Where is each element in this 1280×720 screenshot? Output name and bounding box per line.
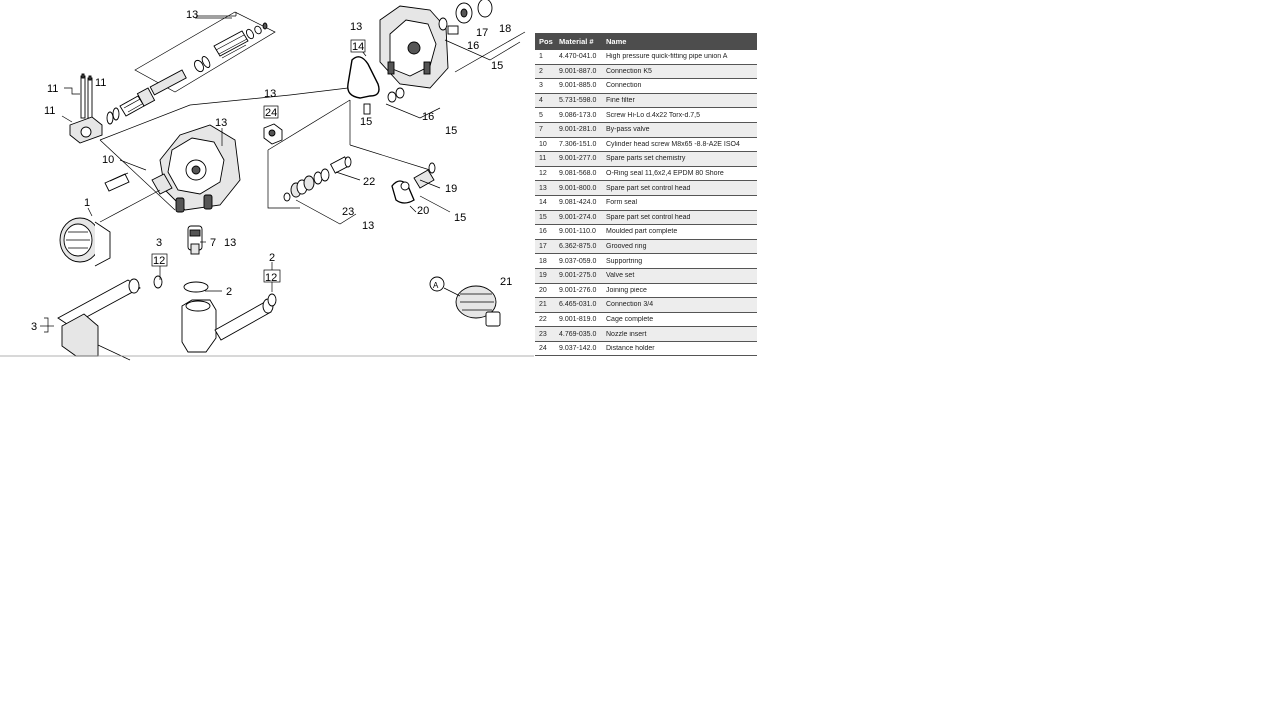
callout-label: 15 [491, 60, 504, 72]
table-row [535, 225, 757, 240]
cell-material: 9.086-173.0 [559, 111, 597, 119]
cell-material: 9.081-568.0 [559, 170, 597, 178]
callout-label: 2 [269, 252, 276, 264]
cell-name: Connection K5 [606, 67, 652, 75]
cell-material: 4.769-035.0 [559, 330, 597, 338]
screw-10 [105, 173, 129, 191]
callout-label: 15 [360, 116, 373, 128]
cell-material: 9.081-424.0 [559, 199, 597, 207]
table-header [535, 33, 757, 50]
cell-pos: 17 [539, 243, 547, 251]
cell-pos: 22 [539, 315, 547, 323]
table-row [535, 65, 757, 80]
callout-label: 19 [445, 183, 458, 195]
cell-material: 9.001-800.0 [559, 184, 597, 192]
table-row [535, 50, 757, 65]
callout-label: 12 [265, 272, 278, 284]
cell-name: Form seal [606, 199, 638, 207]
table-row [535, 138, 757, 153]
cell-name: By-pass valve [606, 126, 650, 134]
cell-pos: 15 [539, 213, 547, 221]
callout-label: 11 [95, 77, 107, 89]
cell-pos: 16 [539, 228, 547, 236]
cell-name: Valve set [606, 272, 635, 280]
cell-material: 5.731-598.0 [559, 97, 597, 105]
callout-label: 17 [476, 27, 489, 39]
table-row [535, 123, 757, 138]
table-row [535, 167, 757, 182]
header-pos: Pos [539, 37, 553, 46]
cell-name: O-Ring seal 11,6x2,4 EPDM 80 Shore [606, 170, 724, 178]
cell-material: 6.465-031.0 [559, 301, 597, 309]
cell-pos: 23 [539, 330, 547, 338]
cell-pos: 21 [539, 301, 547, 309]
rod-assembly-13 [135, 12, 275, 95]
form-seal-14 [348, 57, 379, 114]
table-row [535, 108, 757, 123]
cell-pos: 18 [539, 257, 547, 265]
cell-pos: 3 [539, 82, 543, 90]
callout-label: 12 [153, 255, 166, 267]
chemistry-valve-11 [70, 74, 155, 143]
cell-material: 9.037-059.0 [559, 257, 597, 265]
connection-3 [58, 276, 162, 360]
header-material: Material # [559, 37, 594, 46]
cage-complete-22 [331, 157, 360, 180]
cell-material: 9.037-142.0 [559, 345, 597, 353]
cell-name: High pressure quick-fitting pipe union A [606, 53, 728, 61]
cell-pos: 24 [539, 345, 547, 353]
control-head-upper [380, 6, 525, 88]
cell-pos: 19 [539, 272, 547, 280]
table-body [535, 50, 757, 356]
table-row [535, 254, 757, 269]
cell-name: Joining piece [606, 286, 647, 294]
callout-label: 23 [342, 206, 355, 218]
cell-material: 9.001-274.0 [559, 213, 597, 221]
callout-label: 10 [102, 154, 115, 166]
callout-label: 7 [210, 237, 217, 249]
cell-pos: 2 [539, 67, 543, 75]
table-row [535, 298, 757, 313]
cell-name: Fine filter [606, 97, 635, 105]
table-row [535, 152, 757, 167]
callout-label: 1 [84, 197, 91, 209]
cell-material: 9.001-281.0 [559, 126, 597, 134]
callout-label: 14 [352, 41, 365, 53]
cell-name: Cylinder head screw M8x65 -8.8-A2E ISO4 [606, 140, 740, 148]
cell-name: Spare parts set chemistry [606, 155, 686, 163]
callout-label: 16 [422, 111, 435, 123]
distance-holder-24 [264, 124, 282, 144]
cell-name: Cage complete [606, 315, 654, 323]
cell-name: Connection 3/4 [606, 301, 654, 309]
cell-material: 9.001-885.0 [559, 82, 597, 90]
cell-pos: 11 [539, 155, 547, 163]
callout-label: 20 [417, 205, 430, 217]
parts-list-table [535, 33, 757, 371]
cell-material: 9.001-277.0 [559, 155, 597, 163]
callout-label: 15 [454, 212, 467, 224]
cell-name: Distance holder [606, 345, 655, 353]
callout-label: 21 [500, 276, 513, 288]
table-row [535, 313, 757, 328]
cell-name: Supportring [606, 257, 643, 265]
exploded-view-svg [0, 0, 534, 362]
callout-label: 13 [264, 88, 277, 100]
cell-material: 9.001-276.0 [559, 286, 597, 294]
callout-label: 24 [265, 107, 278, 119]
cell-name: Moulded part complete [606, 228, 678, 236]
cell-pos: 12 [539, 170, 547, 178]
cell-material: 4.470-041.0 [559, 53, 597, 61]
cell-pos: 5 [539, 111, 543, 119]
callout-label: 3 [31, 321, 38, 333]
cell-name: Spare part set control head [606, 184, 691, 192]
callout-label: 2 [226, 286, 233, 298]
cell-pos: 1 [539, 53, 543, 61]
table-row [535, 94, 757, 109]
callout-label: 15 [445, 125, 458, 137]
table-row [535, 211, 757, 226]
cell-pos: 4 [539, 97, 543, 105]
cell-name: Nozzle insert [606, 330, 647, 338]
callout-label: 13 [362, 220, 375, 232]
table-row [535, 181, 757, 196]
callout-label: 16 [467, 40, 480, 52]
table-row [535, 284, 757, 299]
callout-label: 11 [44, 105, 56, 117]
cell-name: Screw Hi-Lo d.4x22 Torx-d.7,5 [606, 111, 701, 119]
table-row [535, 269, 757, 284]
cell-pos: 13 [539, 184, 547, 192]
callout-label: 22 [363, 176, 376, 188]
cell-name: Connection [606, 82, 642, 90]
cell-name: Grooved ring [606, 243, 647, 251]
cell-material: 9.001-887.0 [559, 67, 597, 75]
callout-label: 13 [224, 237, 237, 249]
table-row [535, 240, 757, 255]
table-row [535, 79, 757, 94]
callout-label: A [433, 281, 439, 290]
cell-material: 9.001-110.0 [559, 228, 596, 236]
cell-material: 9.001-819.0 [559, 315, 597, 323]
callout-label: 18 [499, 23, 512, 35]
callout-label: 3 [156, 237, 163, 249]
table-row [535, 196, 757, 211]
callout-label: 13 [186, 9, 199, 21]
cell-pos: 7 [539, 126, 543, 134]
header-name: Name [606, 37, 627, 46]
connection-3-4-21 [430, 277, 500, 326]
callout-label: 13 [215, 117, 228, 129]
cell-pos: 10 [539, 140, 547, 148]
cell-pos: 14 [539, 199, 547, 207]
cell-material: 7.306-151.0 [559, 140, 597, 148]
cell-pos: 20 [539, 286, 547, 294]
exploded-parts-drawing [0, 0, 534, 362]
cell-material: 6.362-875.0 [559, 243, 597, 251]
callout-label: 11 [47, 83, 59, 95]
cell-material: 9.001-275.0 [559, 272, 597, 280]
bypass-valve-7 [188, 226, 202, 254]
cell-name: Spare part set control head [606, 213, 691, 221]
callout-label: 13 [350, 21, 363, 33]
table-row [535, 327, 757, 342]
table-row [535, 342, 757, 357]
